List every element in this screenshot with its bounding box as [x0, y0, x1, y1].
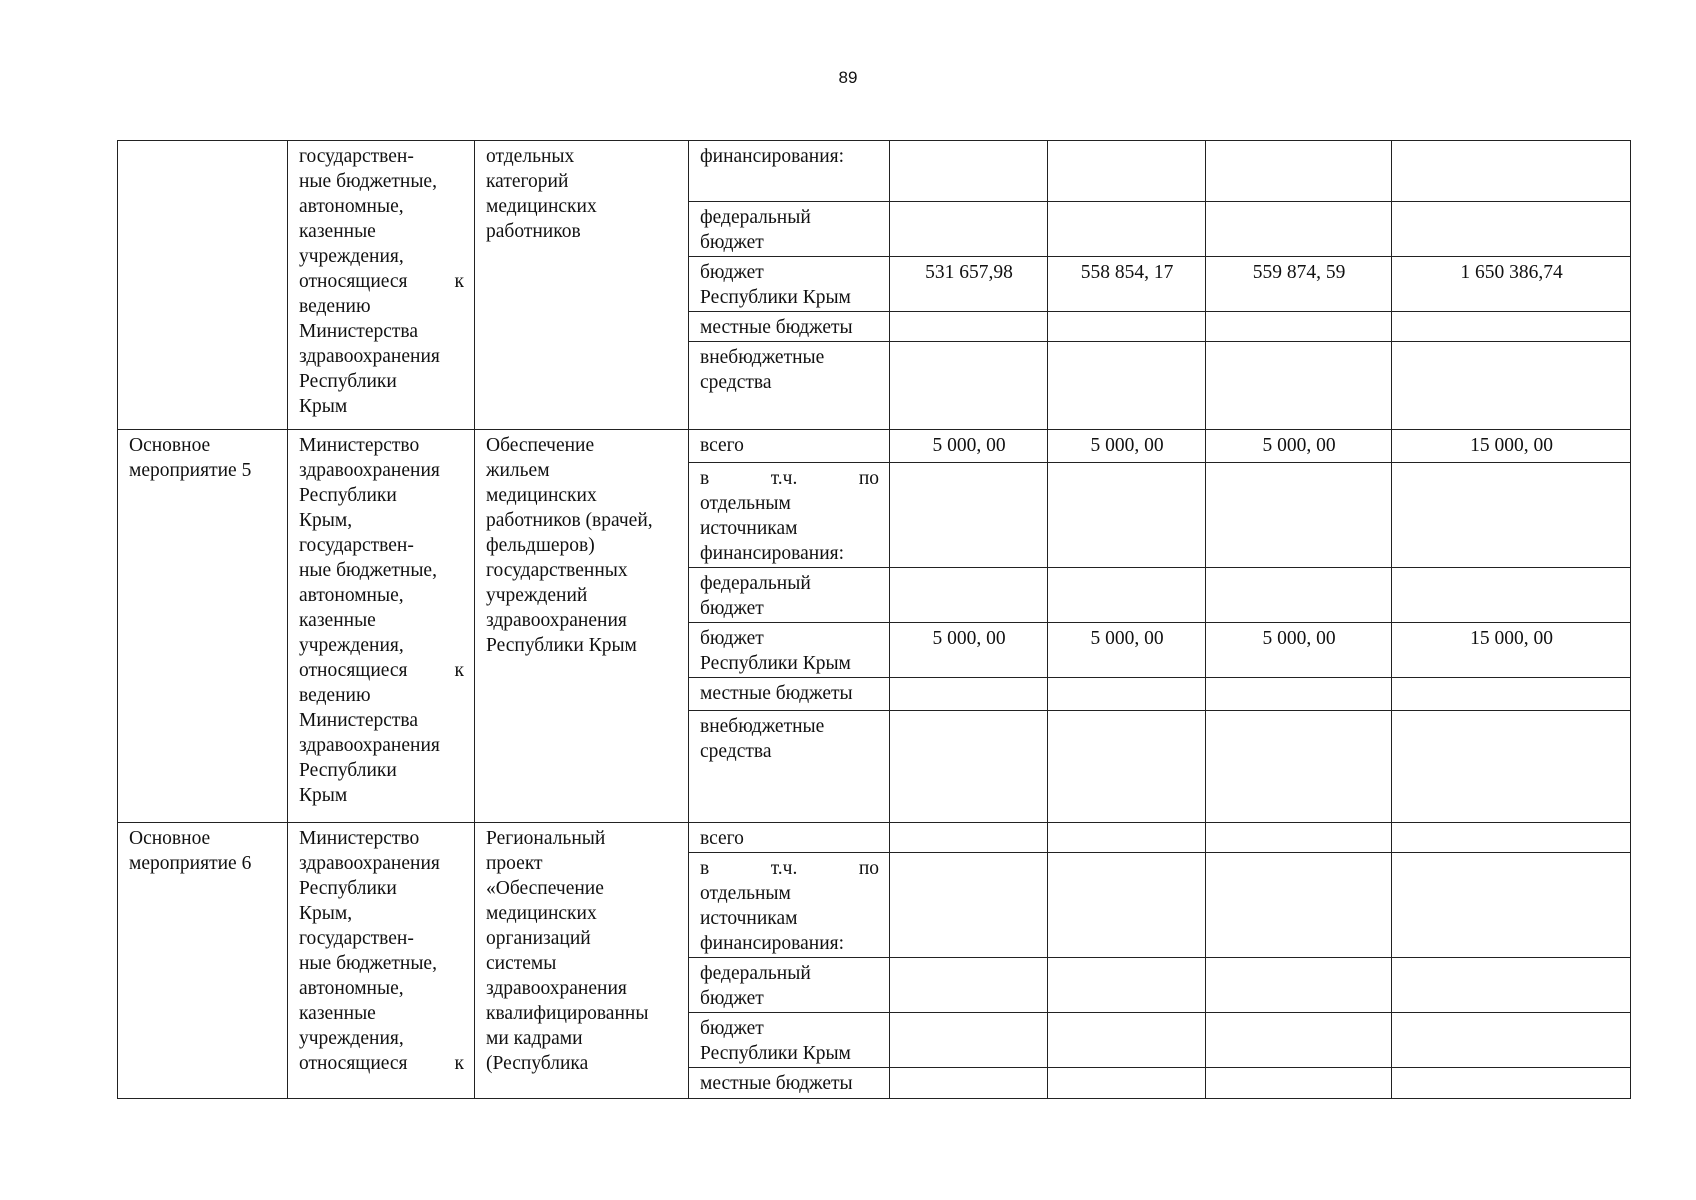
funding-source-cell	[689, 430, 890, 463]
table-row	[118, 823, 1631, 853]
text-line: медицинских	[486, 903, 597, 924]
text-line: источникам	[700, 908, 798, 929]
text-line: организаций	[486, 928, 591, 949]
amount-cell	[1048, 853, 1206, 958]
amount-cell	[1392, 823, 1631, 853]
text-line: Республики Крым	[700, 287, 851, 308]
amount-cell	[890, 823, 1048, 853]
text-line: учреждений	[486, 585, 588, 606]
text-line: медицинских	[486, 196, 597, 217]
text-line	[299, 269, 464, 294]
text-line: внебюджетные	[700, 347, 825, 368]
text-line: бюджет	[700, 598, 764, 619]
amount-cell	[1206, 1068, 1392, 1099]
funding-source-cell	[689, 463, 890, 568]
amount-cell	[890, 1013, 1048, 1068]
amount-cell	[890, 312, 1048, 342]
amount-cell	[1206, 141, 1392, 202]
text-line: местные бюджеты	[700, 317, 853, 338]
amount-cell: 15 000, 00	[1392, 623, 1631, 678]
text-line: средства	[700, 372, 772, 393]
word: по	[858, 468, 879, 489]
word: к	[454, 1053, 464, 1074]
text-line: бюджет	[700, 988, 764, 1009]
text-line: Региональный	[486, 828, 606, 849]
text-line: работников (врачей,	[486, 510, 653, 531]
text-line: ные бюджетные,	[299, 953, 437, 974]
text-line: Основное	[129, 435, 211, 456]
text-line: внебюджетные	[700, 716, 825, 737]
text-line: отдельным	[700, 493, 791, 514]
text-line: здравоохранения	[486, 978, 627, 999]
amount-cell	[1048, 711, 1206, 823]
amount-cell	[1392, 958, 1631, 1013]
amount-cell: 559 874, 59	[1206, 257, 1392, 312]
text-line: учреждения,	[299, 635, 404, 656]
amount-cell	[1392, 312, 1631, 342]
table-body	[118, 141, 1631, 1099]
amount-cell	[1048, 202, 1206, 257]
text-line: здравоохранения	[299, 853, 440, 874]
text-line: мероприятие 5	[129, 460, 252, 481]
text-line: жильем	[486, 460, 550, 481]
amount-cell	[890, 568, 1048, 623]
text-line: мероприятие 6	[129, 853, 252, 874]
text-line: бюджет	[700, 262, 764, 283]
text-line: источникам	[700, 518, 798, 539]
table-row	[118, 430, 1631, 463]
description-cell	[475, 141, 689, 430]
text-line: Министерство	[299, 435, 420, 456]
amount-cell	[1048, 342, 1206, 430]
amount-cell	[1392, 463, 1631, 568]
text-line: государствен-	[299, 146, 414, 167]
amount-cell	[890, 342, 1048, 430]
amount-cell: 5 000, 00	[890, 430, 1048, 463]
funding-source-cell	[689, 823, 890, 853]
text-line: квалифицированны	[486, 1003, 649, 1024]
text-line: государствен-	[299, 535, 414, 556]
text-line: бюджет	[700, 232, 764, 253]
text-line: государственных	[486, 560, 628, 581]
amount-cell: 5 000, 00	[1206, 623, 1392, 678]
amount-cell	[1206, 342, 1392, 430]
word: к	[454, 271, 464, 292]
word: т.ч.	[770, 858, 798, 879]
text-line: фельдшеров)	[486, 535, 595, 556]
amount-cell	[1392, 568, 1631, 623]
amount-cell	[890, 1068, 1048, 1099]
amount-cell: 5 000, 00	[890, 623, 1048, 678]
text-line: Республики	[299, 485, 397, 506]
text-line: местные бюджеты	[700, 1073, 853, 1094]
amount-cell	[1206, 823, 1392, 853]
word: по	[858, 858, 879, 879]
executor-cell	[288, 141, 475, 430]
funding-source-cell	[689, 958, 890, 1013]
measure-cell	[118, 141, 288, 430]
text-line: финансирования:	[700, 933, 845, 954]
text-line	[299, 658, 464, 683]
text-line: ные бюджетные,	[299, 171, 437, 192]
amount-cell	[1392, 1068, 1631, 1099]
text-line: финансирования:	[700, 543, 845, 564]
text-line: бюджет	[700, 628, 764, 649]
page-number: 89	[838, 68, 858, 87]
funding-source-cell	[689, 312, 890, 342]
text-line: автономные,	[299, 196, 404, 217]
text-line: Министерства	[299, 321, 419, 342]
text-line: ведению	[299, 296, 371, 317]
funding-source-cell	[689, 1013, 890, 1068]
text-line: (Республика	[486, 1053, 589, 1074]
text-line: Республики	[299, 371, 397, 392]
text-line: Министерство	[299, 828, 420, 849]
table-row	[118, 141, 1631, 202]
text-line: Министерства	[299, 710, 419, 731]
funding-source-cell	[689, 711, 890, 823]
amount-cell	[890, 463, 1048, 568]
amount-cell: 5 000, 00	[1048, 430, 1206, 463]
amount-cell	[1206, 678, 1392, 711]
amount-cell	[1206, 463, 1392, 568]
amount-cell	[1392, 141, 1631, 202]
amount-cell	[1048, 141, 1206, 202]
amount-cell	[1206, 202, 1392, 257]
text-line: местные бюджеты	[700, 683, 853, 704]
funding-source-cell	[689, 623, 890, 678]
text-line: здравоохранения	[299, 346, 440, 367]
budget-table	[117, 140, 1631, 1099]
text-line: казенные	[299, 221, 376, 242]
text-line: отдельным	[700, 883, 791, 904]
text-line: отдельных	[486, 146, 575, 167]
word: к	[454, 660, 464, 681]
amount-cell: 531 657,98	[890, 257, 1048, 312]
amount-cell	[1392, 342, 1631, 430]
word: в	[700, 468, 710, 489]
word: т.ч.	[770, 468, 798, 489]
text-line: федеральный	[700, 207, 811, 228]
amount-cell	[1206, 853, 1392, 958]
text-line	[700, 466, 879, 491]
amount-cell	[1048, 958, 1206, 1013]
funding-source-cell	[689, 257, 890, 312]
text-line: Крым	[299, 396, 348, 417]
text-line: государствен-	[299, 928, 414, 949]
amount-cell	[1048, 1068, 1206, 1099]
text-line: Республики Крым	[700, 653, 851, 674]
amount-cell	[1392, 853, 1631, 958]
text-line: «Обеспечение	[486, 878, 604, 899]
word: относящиеся	[299, 271, 408, 292]
text-line: казенные	[299, 1003, 376, 1024]
amount-cell: 1 650 386,74	[1392, 257, 1631, 312]
amount-cell	[1392, 202, 1631, 257]
executor-cell	[288, 430, 475, 823]
funding-source-cell	[689, 141, 890, 202]
word: в	[700, 858, 710, 879]
amount-cell	[890, 202, 1048, 257]
word: относящиеся	[299, 1053, 408, 1074]
description-cell	[475, 823, 689, 1099]
text-line: категорий	[486, 171, 569, 192]
amount-cell	[890, 141, 1048, 202]
text-line: финансирования:	[700, 146, 845, 167]
text-line: Обеспечение	[486, 435, 595, 456]
funding-source-cell	[689, 342, 890, 430]
measure-cell	[118, 823, 288, 1099]
text-line: федеральный	[700, 963, 811, 984]
text-line: всего	[700, 828, 744, 849]
amount-cell	[890, 853, 1048, 958]
amount-cell	[1206, 312, 1392, 342]
amount-cell	[1048, 1013, 1206, 1068]
text-line: проект	[486, 853, 543, 874]
text-line: медицинских	[486, 485, 597, 506]
amount-cell: 5 000, 00	[1206, 430, 1392, 463]
amount-cell	[1206, 1013, 1392, 1068]
amount-cell	[1392, 711, 1631, 823]
text-line: Крым,	[299, 510, 353, 531]
amount-cell	[890, 958, 1048, 1013]
text-line	[700, 856, 879, 881]
amount-cell	[1392, 1013, 1631, 1068]
text-line: ведению	[299, 685, 371, 706]
word: относящиеся	[299, 660, 408, 681]
text-line: бюджет	[700, 1018, 764, 1039]
amount-cell	[1048, 823, 1206, 853]
amount-cell	[1206, 711, 1392, 823]
amount-cell	[1392, 678, 1631, 711]
text-line: Республики Крым	[700, 1043, 851, 1064]
text-line: средства	[700, 741, 772, 762]
text-line: Основное	[129, 828, 211, 849]
text-line: здравоохранения	[299, 460, 440, 481]
text-line: автономные,	[299, 585, 404, 606]
amount-cell	[1048, 463, 1206, 568]
amount-cell: 15 000, 00	[1392, 430, 1631, 463]
amount-cell	[1206, 958, 1392, 1013]
text-line: Крым	[299, 785, 348, 806]
amount-cell	[1048, 678, 1206, 711]
amount-cell	[1206, 568, 1392, 623]
funding-source-cell	[689, 202, 890, 257]
text-line: работников	[486, 221, 581, 242]
measure-cell	[118, 430, 288, 823]
amount-cell	[1048, 568, 1206, 623]
amount-cell: 5 000, 00	[1048, 623, 1206, 678]
executor-cell	[288, 823, 475, 1099]
text-line: системы	[486, 953, 557, 974]
text-line: федеральный	[700, 573, 811, 594]
funding-source-cell	[689, 1068, 890, 1099]
text-line: казенные	[299, 610, 376, 631]
amount-cell	[890, 711, 1048, 823]
text-line: всего	[700, 435, 744, 456]
amount-cell: 558 854, 17	[1048, 257, 1206, 312]
text-line: Республики Крым	[486, 635, 637, 656]
text-line: учреждения,	[299, 1028, 404, 1049]
funding-source-cell	[689, 678, 890, 711]
text-line: ми кадрами	[486, 1028, 583, 1049]
text-line	[299, 1051, 464, 1076]
description-cell	[475, 430, 689, 823]
text-line: автономные,	[299, 978, 404, 999]
amount-cell	[890, 678, 1048, 711]
text-line: Республики	[299, 878, 397, 899]
funding-source-cell	[689, 568, 890, 623]
text-line: здравоохранения	[299, 735, 440, 756]
text-line: учреждения,	[299, 246, 404, 267]
funding-source-cell	[689, 853, 890, 958]
text-line: Республики	[299, 760, 397, 781]
text-line: Крым,	[299, 903, 353, 924]
text-line: ные бюджетные,	[299, 560, 437, 581]
text-line: здравоохранения	[486, 610, 627, 631]
amount-cell	[1048, 312, 1206, 342]
